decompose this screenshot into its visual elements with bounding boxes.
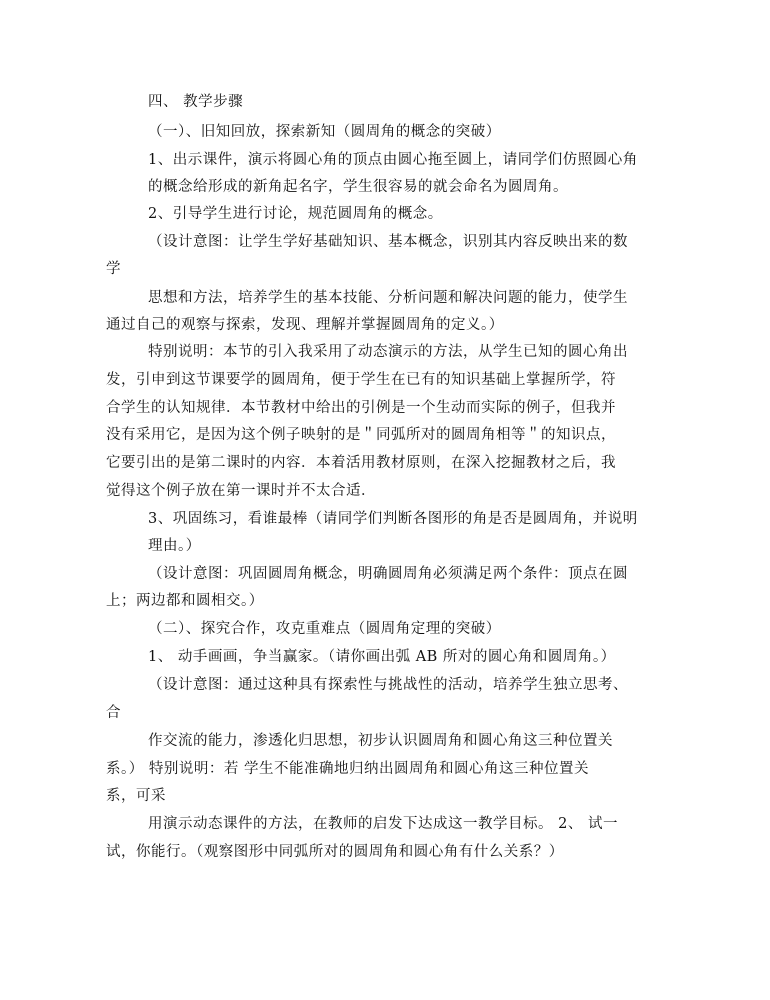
- paragraph-line: 系，可采: [106, 788, 166, 804]
- paragraph-line: 2、引导学生进行讨论，规范圆周角的概念。: [148, 206, 443, 222]
- paragraph-line: 1、出示课件，演示将圆心角的顶点由圆心拖至圆上，请同学们仿照圆心角: [148, 152, 638, 168]
- section-heading: 四、 教学步骤: [148, 94, 244, 110]
- paragraph-line: 用演示动态课件的方法，在教师的启发下达成这一教学目标。 2、 试一: [148, 816, 618, 832]
- paragraph-line: （设计意图：通过这种具有探索性与挑战性的活动，培养学生独立思考、: [148, 677, 628, 693]
- paragraph-line: 上；两边都和圆相交。）: [106, 593, 264, 609]
- paragraph-line: 合: [106, 705, 121, 721]
- paragraph-line: 思想和方法，培养学生的基本技能、分析问题和解决问题的能力，使学生: [148, 290, 628, 306]
- paragraph-line: 试，你能行。（观察图形中同弧所对的圆周角和圆心角有什么关系？）: [106, 844, 564, 860]
- subsection-heading: （一）、旧知回放，探索新知（圆周角的概念的突破）: [148, 124, 501, 140]
- paragraph-line: 觉得这个例子放在第一课时并不太合适．: [106, 483, 376, 499]
- paragraph-line: 它要引出的是第二课时的内容．本着活用教材原则，在深入挖掘教材之后，我: [106, 455, 616, 471]
- paragraph-line: 的概念给形成的新角起名字，学生很容易的就会命名为圆周角。: [148, 179, 568, 195]
- paragraph-line: 3、巩固练习，看谁最棒（请同学们判断各图形的角是否是圆周角，并说明: [148, 511, 638, 527]
- paragraph-line: （设计意图：让学生学好基础知识、基本概念，识别其内容反映出来的数: [148, 234, 628, 250]
- paragraph-line: 合学生的认知规律．本节教材中给出的引例是一个生动而实际的例子，但我并: [106, 400, 616, 416]
- paragraph-line: 学: [106, 261, 121, 277]
- paragraph-line: 发，引申到这节课要学的圆周角，便于学生在已有的知识基础上掌握所学，符: [106, 372, 616, 388]
- paragraph-line: 通过自己的观察与探索，发现、理解并掌握圆周角的定义。）: [106, 317, 504, 333]
- subsection-heading: （二）、探究合作，攻克重难点（圆周角定理的突破）: [148, 621, 501, 637]
- paragraph-line: 1、 动手画画，争当赢家。（请你画出弧 AB 所对的圆心角和圆周角。）: [148, 649, 616, 665]
- paragraph-line: 没有采用它，是因为这个例子映射的是＂同弧所对的圆周角相等＂的知识点，: [106, 427, 616, 443]
- paragraph-line: 特别说明：本节的引入我采用了动态演示的方法，从学生已知的圆心角出: [148, 344, 628, 360]
- paragraph-line: （设计意图：巩固圆周角概念，明确圆周角必须满足两个条件：顶点在圆: [148, 566, 628, 582]
- paragraph-line: 理由。）: [148, 538, 201, 554]
- paragraph-line: 作交流的能力，渗透化归思想，初步认识圆周角和圆心角这三种位置关: [148, 733, 613, 749]
- paragraph-line: 系。） 特别说明：若 学生不能准确地归纳出圆周角和圆心角这三种位置关: [106, 761, 589, 777]
